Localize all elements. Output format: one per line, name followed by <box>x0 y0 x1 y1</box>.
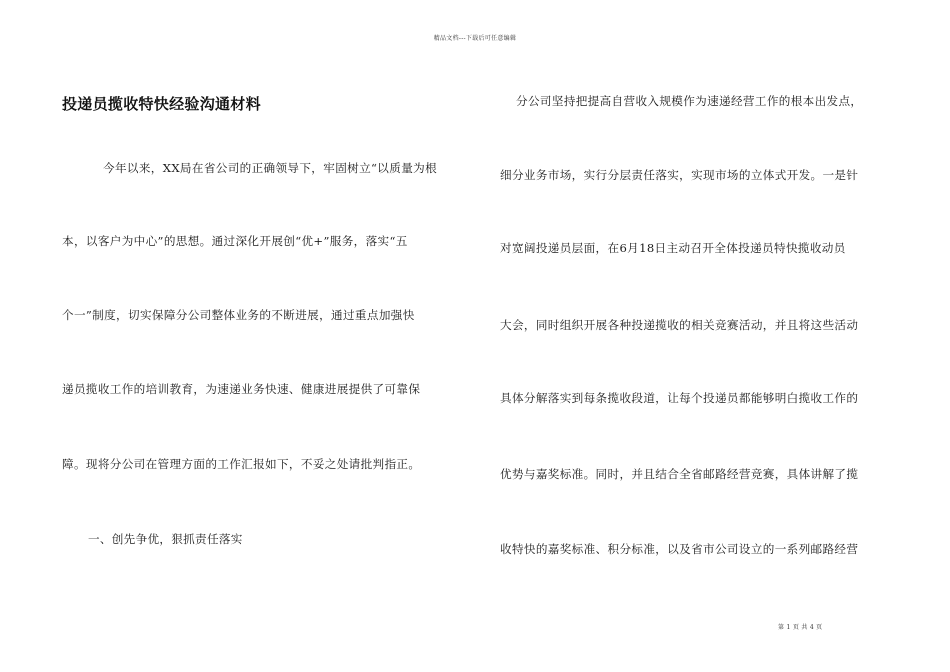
paragraph-line: 本，以客户为中心”的思想。通过深化开展创“优+”服务，落实“五 <box>62 234 408 248</box>
paragraph-line: 分公司坚持把提高自营收入规模作为速递经营工作的根本出发点， <box>516 94 863 108</box>
page-indicator: 第 1 页 共 4 页 <box>778 624 823 631</box>
paragraph-line: 细分业务市场，实行分层责任落实，实现市场的立体式开发。一是针 <box>500 168 859 182</box>
document-title: 投递员揽收特快经验沟通材料 <box>62 95 261 113</box>
paragraph-line: 个一”制度，切实保障分公司整体业务的不断进展，通过重点加强快 <box>62 308 415 322</box>
paragraph-line: 收特快的嘉奖标准、积分标准，以及省市公司设立的一系列邮路经营 <box>500 542 859 556</box>
paragraph-line: 具体分解落实到每条揽收段道，让每个投递员都能够明白揽收工作的 <box>500 391 859 405</box>
paragraph-line: 障。现将分公司在管理方面的工作汇报如下，不妥之处请批判指正。 <box>62 457 421 471</box>
paragraph-line: 今年以来，XX局在省公司的正确领导下，牢固树立“以质量为根 <box>103 161 438 175</box>
paragraph-line: 递员揽收工作的培训教育，为速递业务快速、健康进展提供了可靠保 <box>62 382 421 396</box>
paragraph-line: 大会，同时组织开展各种投递揽收的相关竞赛活动，并且将这些活动 <box>500 318 859 332</box>
paragraph-line: 优势与嘉奖标准。同时，并且结合全省邮路经营竞赛，具体讲解了揽 <box>500 467 859 481</box>
paragraph-line: 对宽阔投递员层面，在6月18日主动召开全体投递员特快揽收动员 <box>500 241 846 255</box>
header-text: 精品文档---下载后可任意编辑 <box>433 35 517 42</box>
section-heading: 一、创先争优，狠抓责任落实 <box>88 532 243 546</box>
